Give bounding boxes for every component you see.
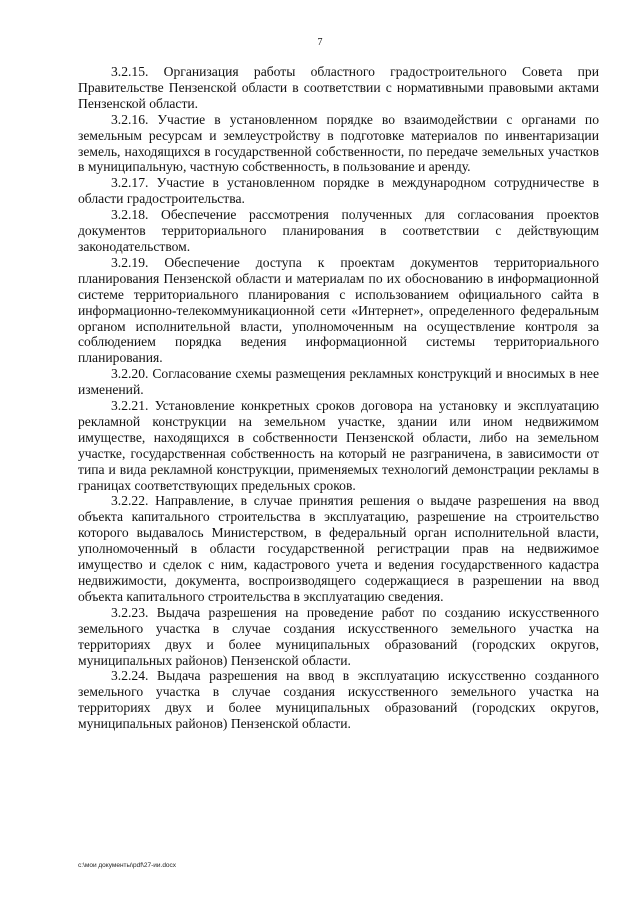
paragraph-3-2-17: 3.2.17. Участие в установленном порядке в международном сотрудничестве в области градостроительства. <box>78 175 599 207</box>
paragraph-3-2-18: 3.2.18. Обеспечение рассмотрения полученных для согласования проектов документов территориального планирования в соответствии с действующим законодательством. <box>78 207 599 254</box>
paragraph-3-2-20: 3.2.20. Согласование схемы размещения рекламных конструкций и вносимых в нее изменений. <box>78 366 599 398</box>
paragraph-3-2-19: 3.2.19. Обеспечение доступа к проектам документов территориального планирования Пензенской области и материалам по их обоснованию в информационной системе территориального планирования с использованием официального сайта в информационно-телекоммуникационной сети «Интернет», определенного федеральным органом исполнительной власти, уполномоченным на осуществление контроля за соблюдением порядка ведения информационной системы территориального планирования. <box>78 254 599 366</box>
paragraph-3-2-16: 3.2.16. Участие в установленном порядке во взаимодействии с органами по земельным ресурсам и землеустройству в подготовке материалов по инвентаризации земель, находящихся в государственной собственности, по передаче земельных участков в муниципальную, частную собственность, в пользование и аренду. <box>78 111 599 175</box>
footer-file-path: c:\мои документы\pdf\27-ии.docx <box>78 862 177 869</box>
page-number: 7 <box>317 37 323 48</box>
paragraph-3-2-22: 3.2.22. Направление, в случае принятия решения о выдаче разрешения на ввод объекта капитального строительства в эксплуатацию, разрешение на строительство которого выдавалось Министерством, в федеральный орган исполнительной власти, уполномоченный в области государственной регистрации прав на недвижимое имущество и сделок с ним, кадастрового учета и ведения государственного кадастра недвижимости, документа, воспроизводящего содержащиеся в разрешении на ввод объекта капитального строительства в эксплуатацию сведения. <box>78 493 599 604</box>
paragraph-3-2-24: 3.2.24. Выдача разрешения на ввод в эксплуатацию искусственно созданного земельного участка в случае создания искусственного земельного участка на территориях двух и более муниципальных образований (городских округов, муниципальных районов) Пензенской области. <box>78 668 599 732</box>
document-body <box>78 64 599 732</box>
paragraph-3-2-23: 3.2.23. Выдача разрешения на проведение работ по созданию искусственного земельного участка в случае создания искусственного земельного участка на территориях двух и более муниципальных образований (городских округов, муниципальных районов) Пензенской области. <box>78 604 599 668</box>
paragraph-3-2-21: 3.2.21. Установление конкретных сроков договора на установку и эксплуатацию рекламной конструкции на земельном участке, здании или ином недвижимом имуществе, находящихся в собственности Пензенской области, либо на земельном участке, государственная собственность на который не разграничена, в зависимости от типа и вида рекламной конструкции, применяемых технологий демонстрации рекламы в границах соответствующих предельных сроков. <box>78 398 599 493</box>
paragraph-3-2-15: 3.2.15. Организация работы областного градостроительного Совета при Правительстве Пензенской области в соответствии с нормативными правовыми актами Пензенской области. <box>78 64 599 111</box>
